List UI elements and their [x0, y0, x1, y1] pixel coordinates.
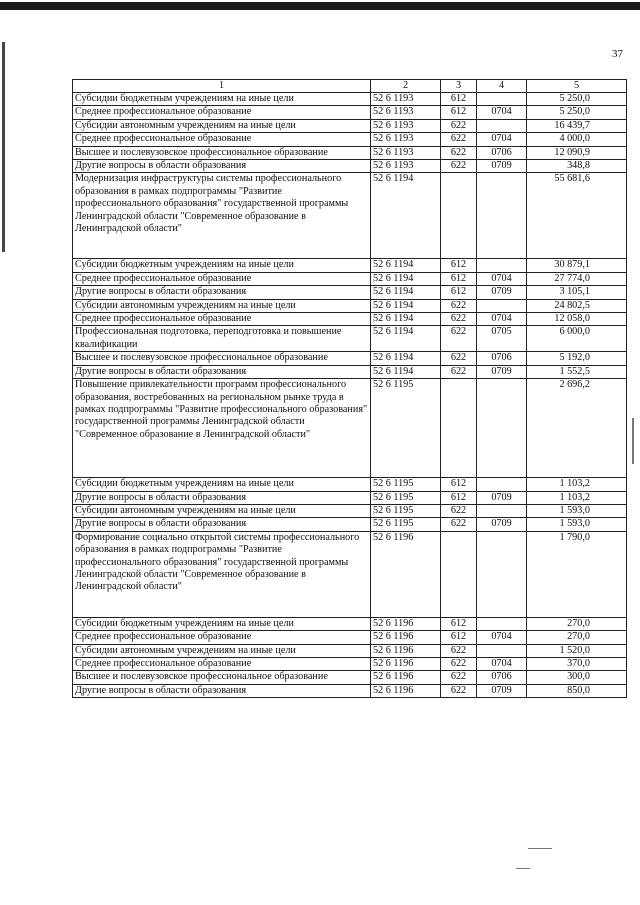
- row-amount-cell: 55 681,6: [527, 173, 627, 259]
- row-amount-cell: 30 879,1: [527, 259, 627, 272]
- row-amount-cell: 12 058,0: [527, 313, 627, 326]
- row-type-cell: 622: [441, 313, 477, 326]
- row-type-cell: 622: [441, 146, 477, 159]
- row-section-cell: 0706: [477, 352, 527, 365]
- row-amount-cell: 1 593,0: [527, 504, 627, 517]
- row-amount-cell: 5 250,0: [527, 106, 627, 119]
- row-section-cell: 0709: [477, 684, 527, 697]
- row-section-cell: 0704: [477, 106, 527, 119]
- row-name-cell: Профессиональная подготовка, переподготовка и повышение квалификации: [73, 326, 371, 352]
- row-type-cell: 622: [441, 684, 477, 697]
- row-section-cell: 0704: [477, 313, 527, 326]
- table-row: [73, 146, 627, 159]
- row-section-cell: [477, 644, 527, 657]
- row-type-cell: 622: [441, 160, 477, 173]
- row-code-cell: 52 6 1195: [371, 504, 441, 517]
- row-code-cell: 52 6 1194: [371, 173, 441, 259]
- row-type-cell: [441, 379, 477, 478]
- row-name-cell: Среднее профессиональное образование: [73, 313, 371, 326]
- row-name-cell: Субсидии автономным учреждениям на иные цели: [73, 644, 371, 657]
- row-amount-cell: 270,0: [527, 617, 627, 630]
- row-code-cell: 52 6 1194: [371, 259, 441, 272]
- table-row: [73, 365, 627, 378]
- row-name-cell: Субсидии бюджетным учреждениям на иные цели: [73, 617, 371, 630]
- table-row: [73, 326, 627, 352]
- row-amount-cell: 5 192,0: [527, 352, 627, 365]
- row-amount-cell: 270,0: [527, 631, 627, 644]
- row-amount-cell: 5 250,0: [527, 93, 627, 106]
- row-name-cell: Другие вопросы в области образования: [73, 684, 371, 697]
- row-amount-cell: 1 593,0: [527, 518, 627, 531]
- row-code-cell: 52 6 1193: [371, 146, 441, 159]
- table-row: [73, 106, 627, 119]
- row-code-cell: 52 6 1193: [371, 119, 441, 132]
- column-header-code: 2: [371, 80, 441, 93]
- row-section-cell: 0706: [477, 671, 527, 684]
- row-section-cell: [477, 617, 527, 630]
- row-name-cell: Другие вопросы в области образования: [73, 518, 371, 531]
- row-name-cell: Субсидии автономным учреждениям на иные цели: [73, 119, 371, 132]
- row-code-cell: 52 6 1194: [371, 313, 441, 326]
- page-number: 37: [612, 48, 623, 60]
- table-row: [73, 259, 627, 272]
- row-section-cell: 0709: [477, 518, 527, 531]
- row-section-cell: [477, 504, 527, 517]
- row-name-cell: Субсидии бюджетным учреждениям на иные цели: [73, 478, 371, 491]
- row-type-cell: 622: [441, 299, 477, 312]
- budget-table: [72, 79, 627, 698]
- row-amount-cell: 16 439,7: [527, 119, 627, 132]
- row-type-cell: [441, 173, 477, 259]
- table-row: [73, 173, 627, 259]
- row-code-cell: 52 6 1193: [371, 106, 441, 119]
- row-code-cell: 52 6 1195: [371, 491, 441, 504]
- table-row: [73, 518, 627, 531]
- column-header-amount: 5: [527, 80, 627, 93]
- left-scan-mark: [2, 42, 5, 252]
- row-code-cell: 52 6 1196: [371, 657, 441, 670]
- table-row: [73, 352, 627, 365]
- row-name-cell: Субсидии автономным учреждениям на иные цели: [73, 504, 371, 517]
- row-code-cell: 52 6 1194: [371, 299, 441, 312]
- row-amount-cell: 1 103,2: [527, 478, 627, 491]
- row-type-cell: 612: [441, 259, 477, 272]
- table-header-row: [73, 80, 627, 93]
- row-code-cell: 52 6 1196: [371, 617, 441, 630]
- row-type-cell: 612: [441, 631, 477, 644]
- column-header-section: 4: [477, 80, 527, 93]
- row-section-cell: 0709: [477, 491, 527, 504]
- row-section-cell: 0704: [477, 272, 527, 285]
- row-section-cell: 0704: [477, 631, 527, 644]
- row-amount-cell: 348,8: [527, 160, 627, 173]
- row-name-cell: Другие вопросы в области образования: [73, 160, 371, 173]
- table-row: [73, 133, 627, 146]
- row-code-cell: 52 6 1195: [371, 379, 441, 478]
- row-type-cell: 622: [441, 365, 477, 378]
- row-name-cell: Другие вопросы в области образования: [73, 491, 371, 504]
- row-name-cell: Высшее и послевузовское профессиональное образование: [73, 352, 371, 365]
- row-type-cell: 612: [441, 272, 477, 285]
- row-name-cell: Другие вопросы в области образования: [73, 365, 371, 378]
- row-amount-cell: 1 103,2: [527, 491, 627, 504]
- row-name-cell: Среднее профессиональное образование: [73, 631, 371, 644]
- row-section-cell: 0705: [477, 326, 527, 352]
- row-name-cell: Другие вопросы в области образования: [73, 286, 371, 299]
- table-row: [73, 631, 627, 644]
- row-name-cell: Высшее и послевузовское профессиональное образование: [73, 671, 371, 684]
- row-amount-cell: 12 090,9: [527, 146, 627, 159]
- row-type-cell: 612: [441, 617, 477, 630]
- table-row: [73, 272, 627, 285]
- row-section-cell: [477, 531, 527, 617]
- row-name-cell: Повышение привлекательности программ профессионального образования, востребованных на региональном рынке труда в рамках подпрограммы "Развитие профессионального образования" государственной программы Ленинградской области "Современное образование в Ленинградской области": [73, 379, 371, 478]
- row-name-cell: Субсидии бюджетным учреждениям на иные цели: [73, 93, 371, 106]
- row-section-cell: 0704: [477, 657, 527, 670]
- row-type-cell: 622: [441, 133, 477, 146]
- row-section-cell: [477, 379, 527, 478]
- row-section-cell: [477, 478, 527, 491]
- row-code-cell: 52 6 1193: [371, 133, 441, 146]
- row-code-cell: 52 6 1194: [371, 365, 441, 378]
- table-body: [73, 93, 627, 698]
- row-amount-cell: 1 520,0: [527, 644, 627, 657]
- row-code-cell: 52 6 1194: [371, 286, 441, 299]
- row-section-cell: [477, 259, 527, 272]
- row-section-cell: 0709: [477, 160, 527, 173]
- row-amount-cell: 6 000,0: [527, 326, 627, 352]
- table-row: [73, 671, 627, 684]
- row-amount-cell: 24 802,5: [527, 299, 627, 312]
- row-name-cell: Среднее профессиональное образование: [73, 657, 371, 670]
- right-scan-mark: [632, 418, 634, 464]
- table-row: [73, 491, 627, 504]
- table-row: [73, 379, 627, 478]
- row-amount-cell: 3 105,1: [527, 286, 627, 299]
- row-amount-cell: 850,0: [527, 684, 627, 697]
- row-name-cell: Модернизация инфраструктуры системы профессионального образования в рамках подпрограммы "Развитие профессионального образования" государственной программы Ленинградской области "Современное образование в Ленинградской области": [73, 173, 371, 259]
- row-section-cell: 0709: [477, 365, 527, 378]
- row-type-cell: 622: [441, 504, 477, 517]
- row-section-cell: [477, 119, 527, 132]
- row-type-cell: 612: [441, 106, 477, 119]
- table-row: [73, 286, 627, 299]
- table-row: [73, 299, 627, 312]
- row-type-cell: 622: [441, 119, 477, 132]
- row-name-cell: Среднее профессиональное образование: [73, 106, 371, 119]
- row-type-cell: 622: [441, 657, 477, 670]
- row-code-cell: 52 6 1194: [371, 326, 441, 352]
- column-header-type: 3: [441, 80, 477, 93]
- row-code-cell: 52 6 1196: [371, 684, 441, 697]
- row-amount-cell: 300,0: [527, 671, 627, 684]
- row-amount-cell: 27 774,0: [527, 272, 627, 285]
- row-type-cell: 622: [441, 671, 477, 684]
- row-amount-cell: 4 000,0: [527, 133, 627, 146]
- row-section-cell: [477, 173, 527, 259]
- row-amount-cell: 1 790,0: [527, 531, 627, 617]
- row-amount-cell: 1 552,5: [527, 365, 627, 378]
- row-name-cell: Формирование социально открытой системы профессионального образования в рамках подпрограммы "Развитие профессионального образования" государственной программы Ленинградской области "Современное образование в Ленинградской области": [73, 531, 371, 617]
- table-row: [73, 93, 627, 106]
- row-code-cell: 52 6 1195: [371, 518, 441, 531]
- column-header-name: 1: [73, 80, 371, 93]
- row-name-cell: Субсидии бюджетным учреждениям на иные цели: [73, 259, 371, 272]
- table-row: [73, 657, 627, 670]
- bottom-pen-mark: [528, 848, 552, 849]
- row-type-cell: 612: [441, 286, 477, 299]
- row-type-cell: 622: [441, 352, 477, 365]
- row-code-cell: 52 6 1193: [371, 93, 441, 106]
- table-row: [73, 504, 627, 517]
- table-row: [73, 531, 627, 617]
- table-row: [73, 617, 627, 630]
- top-scan-border: [0, 2, 640, 10]
- row-type-cell: 622: [441, 644, 477, 657]
- row-type-cell: [441, 531, 477, 617]
- row-type-cell: 612: [441, 93, 477, 106]
- row-amount-cell: 370,0: [527, 657, 627, 670]
- table-row: [73, 160, 627, 173]
- row-name-cell: Субсидии автономным учреждениям на иные цели: [73, 299, 371, 312]
- table-row: [73, 644, 627, 657]
- row-type-cell: 622: [441, 326, 477, 352]
- row-name-cell: Среднее профессиональное образование: [73, 272, 371, 285]
- row-code-cell: 52 6 1194: [371, 272, 441, 285]
- row-type-cell: 622: [441, 518, 477, 531]
- row-code-cell: 52 6 1196: [371, 671, 441, 684]
- table-row: [73, 478, 627, 491]
- row-code-cell: 52 6 1195: [371, 478, 441, 491]
- row-amount-cell: 2 696,2: [527, 379, 627, 478]
- row-section-cell: 0704: [477, 133, 527, 146]
- row-code-cell: 52 6 1196: [371, 531, 441, 617]
- row-type-cell: 612: [441, 478, 477, 491]
- table-row: [73, 119, 627, 132]
- row-section-cell: [477, 93, 527, 106]
- row-code-cell: 52 6 1196: [371, 631, 441, 644]
- row-code-cell: 52 6 1196: [371, 644, 441, 657]
- row-section-cell: [477, 299, 527, 312]
- row-name-cell: Высшее и послевузовское профессиональное образование: [73, 146, 371, 159]
- row-name-cell: Среднее профессиональное образование: [73, 133, 371, 146]
- row-type-cell: 612: [441, 491, 477, 504]
- row-code-cell: 52 6 1193: [371, 160, 441, 173]
- table-row: [73, 313, 627, 326]
- table-row: [73, 684, 627, 697]
- bottom-pen-mark: [516, 868, 530, 869]
- row-section-cell: 0706: [477, 146, 527, 159]
- row-section-cell: 0709: [477, 286, 527, 299]
- row-code-cell: 52 6 1194: [371, 352, 441, 365]
